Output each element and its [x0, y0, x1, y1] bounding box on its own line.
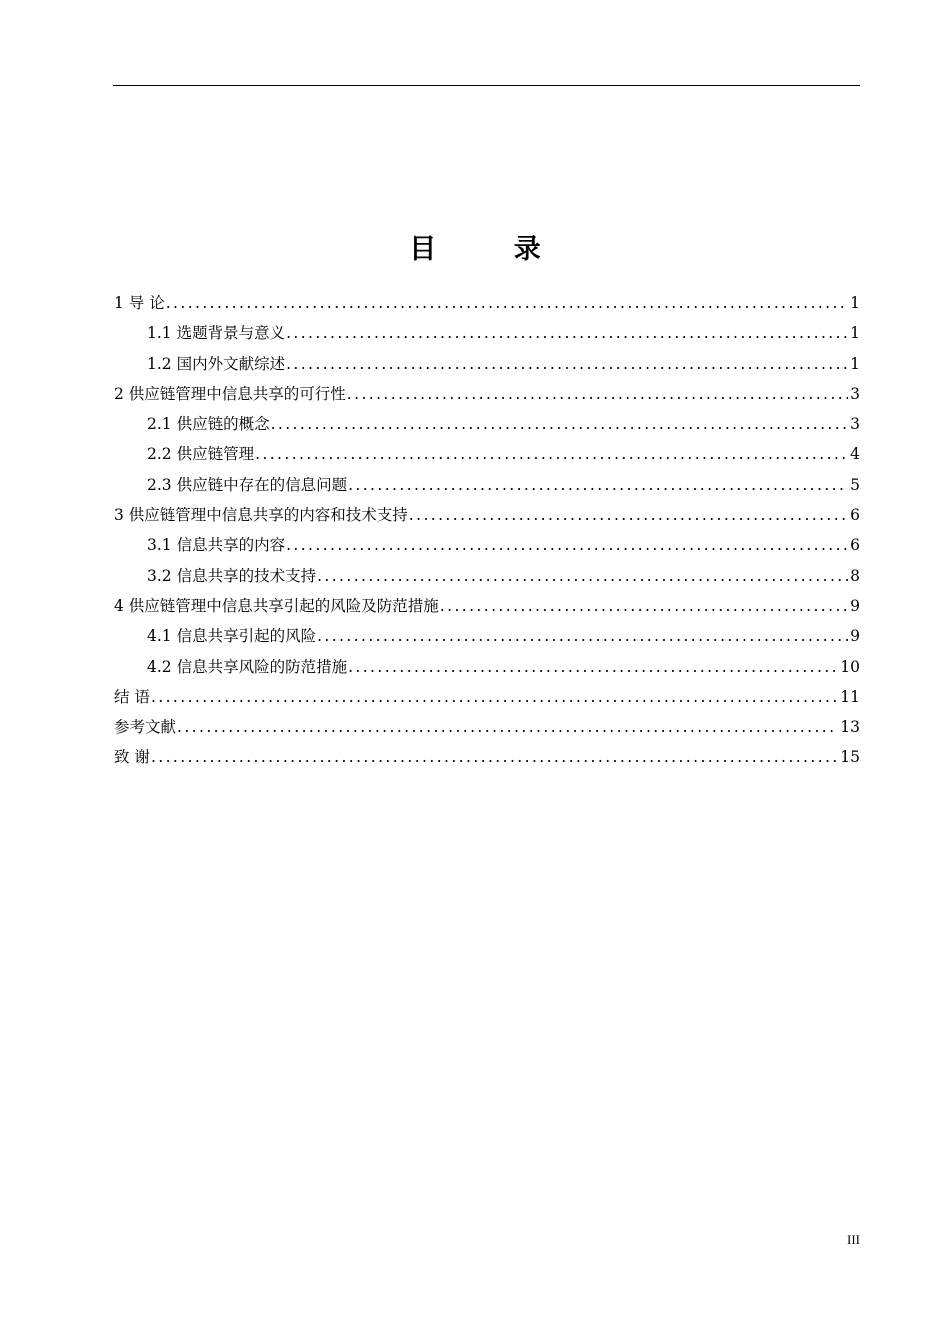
toc-entry-page: 9	[850, 627, 860, 646]
toc-entry-label: 2.3 供应链中存在的信息问题	[147, 475, 348, 494]
toc-entry-label: 4.2 信息共享风险的防范措施	[147, 657, 348, 676]
page-number: III	[847, 1232, 860, 1247]
toc-entry-page: 15	[840, 748, 860, 767]
toc-entry-label: 3 供应链管理中信息共享的内容和技术支持	[114, 506, 408, 525]
toc-entry-page: 3	[850, 384, 860, 403]
toc-entry-label: 1.2 国内外文献综述	[147, 354, 286, 373]
toc-entry-page: 1	[850, 294, 860, 312]
toc-entry-label: 3.1 信息共享的内容	[147, 536, 286, 555]
toc-dot-leader	[440, 591, 848, 621]
toc-entry[interactable]	[114, 682, 860, 712]
toc-entry-page: 11	[840, 687, 860, 706]
toc-entry-label: 2.1 供应链的概念	[147, 415, 270, 434]
page-title: 目 录	[409, 234, 575, 266]
toc-entry-label: 2.2 供应链管理	[147, 445, 255, 464]
toc-entry-label: 参考文献	[114, 718, 177, 737]
toc-dot-leader	[286, 530, 848, 560]
toc-dot-leader	[177, 712, 838, 742]
toc-entry-label: 结 语	[114, 687, 150, 706]
toc-entry-page: 9	[850, 596, 860, 615]
toc-dot-leader	[151, 742, 838, 772]
toc-dot-leader	[317, 561, 848, 591]
toc-entry[interactable]	[114, 742, 860, 772]
toc-entry-label: 1 导 论	[114, 294, 165, 312]
toc-entry[interactable]	[114, 561, 860, 591]
toc-entry[interactable]	[114, 621, 860, 651]
toc-dot-leader	[286, 349, 848, 379]
toc-entry-page: 4	[850, 445, 860, 464]
toc-entry[interactable]	[114, 439, 860, 469]
toc-entry-label: 2 供应链管理中信息共享的可行性	[114, 384, 346, 403]
toc-entry[interactable]	[114, 712, 860, 742]
toc-dot-leader	[348, 652, 838, 682]
toc-entry[interactable]	[114, 379, 860, 409]
toc-dot-leader	[286, 318, 848, 348]
toc-entry[interactable]	[114, 349, 860, 379]
toc-dot-leader	[255, 439, 848, 469]
toc-dot-leader	[151, 682, 838, 712]
toc-entry[interactable]	[114, 500, 860, 530]
toc-entry-page: 6	[850, 536, 860, 555]
toc-entry-page: 10	[840, 657, 860, 676]
toc-dot-leader	[409, 500, 848, 530]
table-of-contents	[114, 288, 860, 773]
toc-dot-leader	[271, 409, 849, 439]
toc-entry-page: 5	[850, 475, 860, 494]
header-rule	[113, 85, 860, 86]
toc-entry-label: 3.2 信息共享的技术支持	[147, 566, 317, 585]
toc-entry-page: 1	[850, 354, 860, 373]
toc-entry[interactable]	[114, 409, 860, 439]
toc-entry-label: 4.1 信息共享引起的风险	[147, 627, 317, 646]
toc-entry[interactable]	[114, 318, 860, 348]
toc-entry-page: 13	[840, 718, 860, 737]
toc-entry[interactable]	[114, 288, 860, 318]
toc-entry-label: 4 供应链管理中信息共享引起的风险及防范措施	[114, 596, 439, 615]
toc-entry[interactable]	[114, 591, 860, 621]
toc-entry-page: 3	[850, 415, 860, 434]
toc-entry-label: 1.1 选题背景与意义	[147, 324, 286, 343]
toc-dot-leader	[317, 621, 848, 651]
toc-dot-leader	[348, 470, 848, 500]
toc-dot-leader	[347, 379, 848, 409]
toc-entry-label: 致 谢	[114, 748, 150, 767]
toc-entry-page: 6	[850, 506, 860, 525]
toc-entry[interactable]	[114, 470, 860, 500]
toc-entry[interactable]	[114, 530, 860, 560]
toc-entry-page: 1	[850, 324, 860, 343]
toc-entry[interactable]	[114, 652, 860, 682]
toc-entry-page: 8	[850, 566, 860, 585]
toc-dot-leader	[166, 288, 848, 318]
